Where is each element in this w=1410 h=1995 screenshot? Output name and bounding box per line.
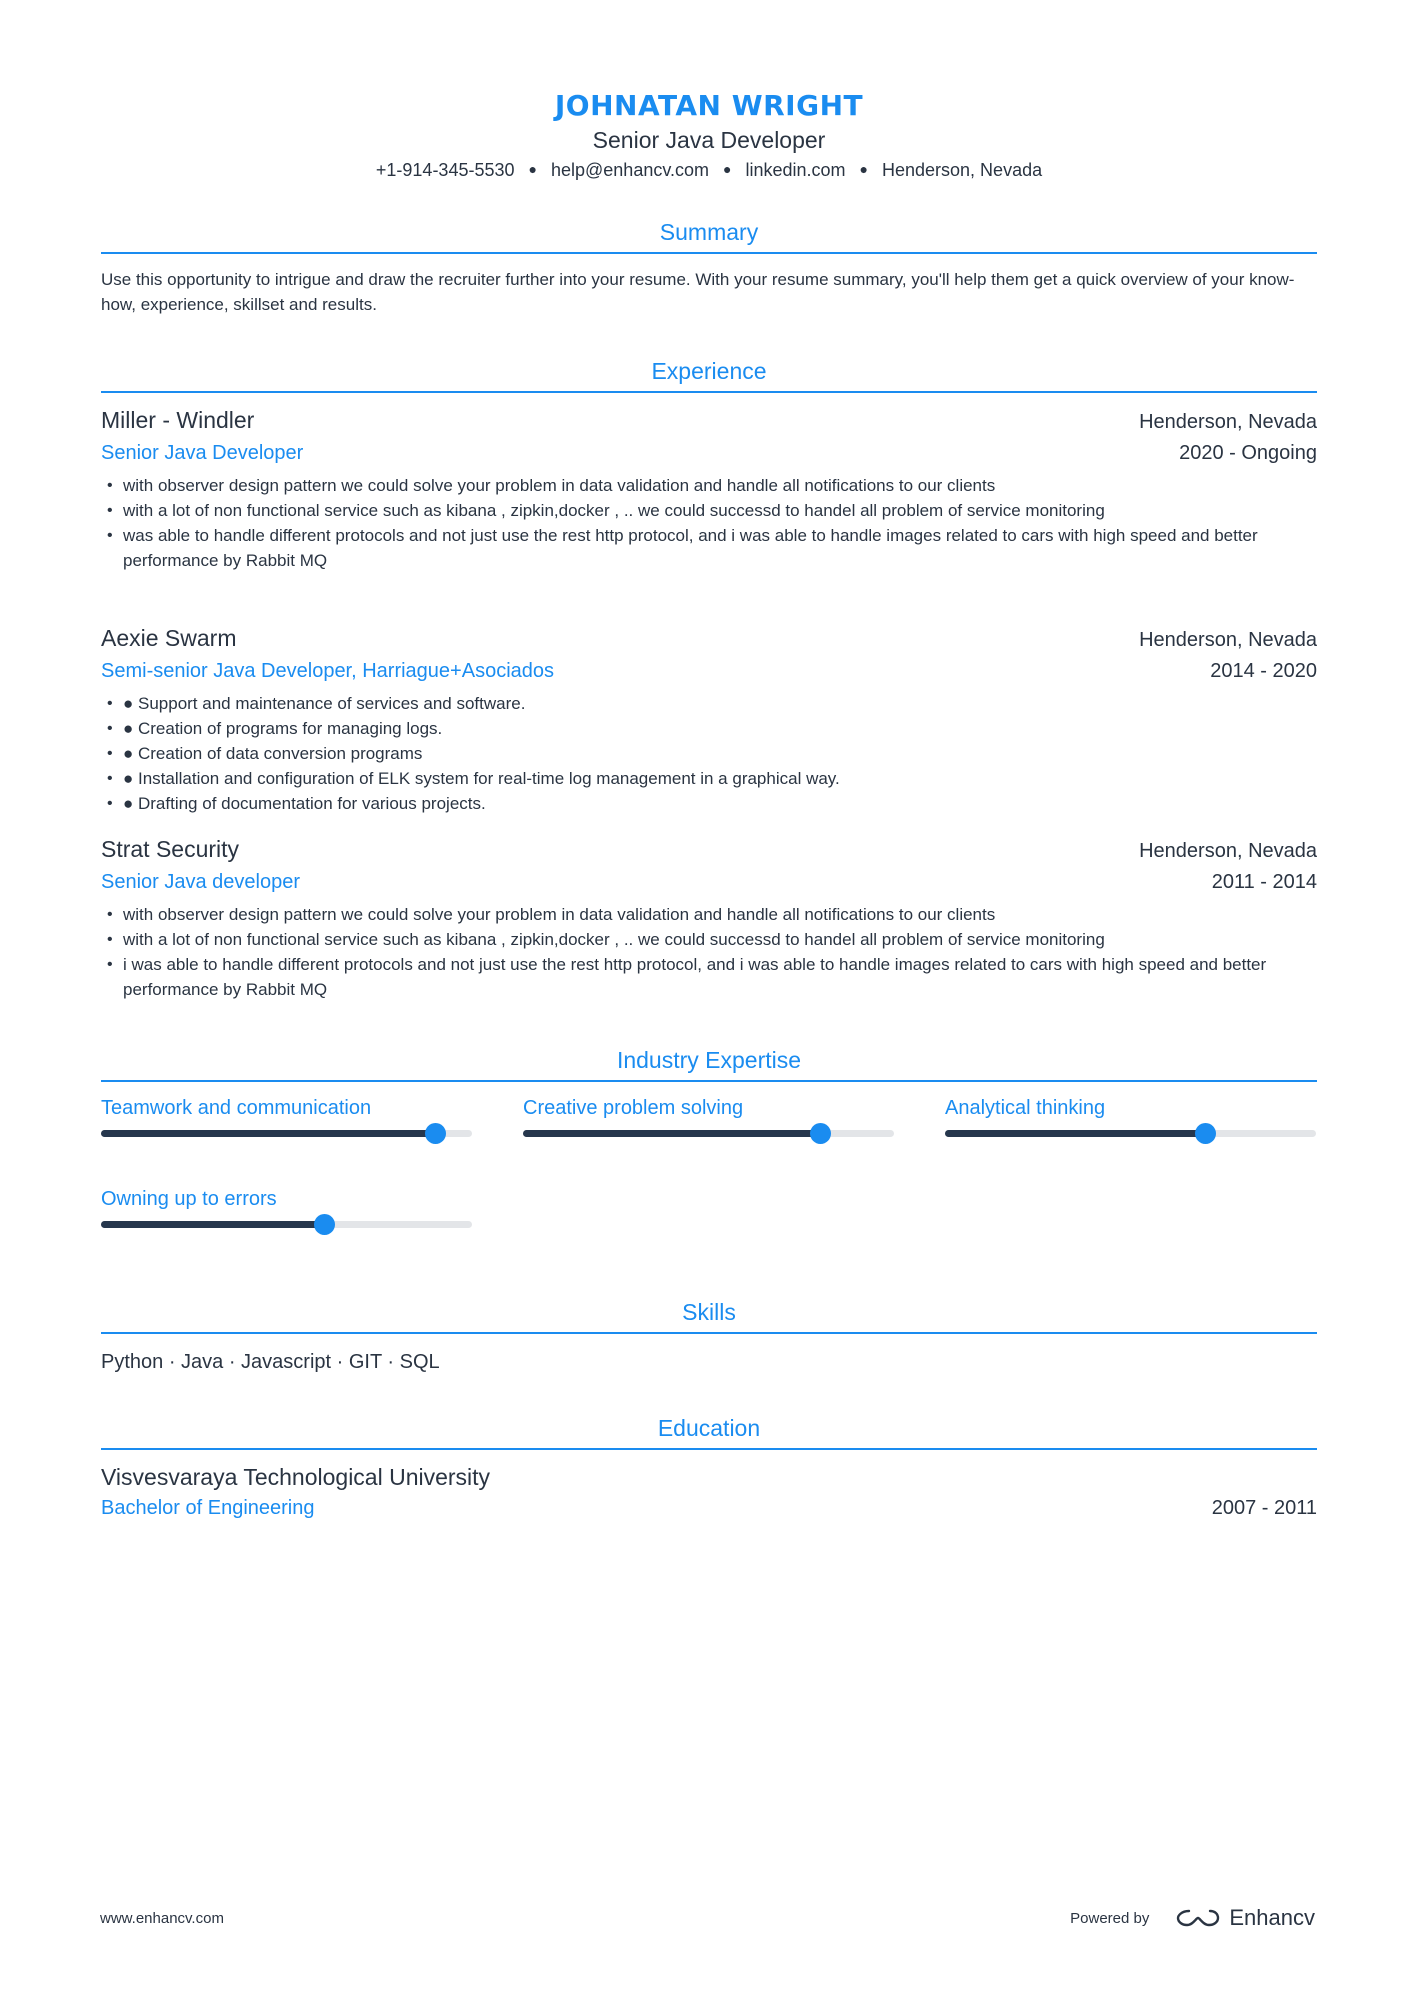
education-dates: 2007 - 2011: [1211, 1497, 1317, 1519]
company-name: Miller - Windler: [101, 407, 255, 433]
expertise-item: [523, 1094, 895, 1185]
expertise-bar-fill: [945, 1130, 1205, 1137]
bullet-item: • ● Drafting of documentation for various projects.: [101, 791, 1317, 816]
expertise-grid: [101, 1094, 1317, 1276]
enhancv-logo-icon: [1175, 1906, 1221, 1930]
footer-url[interactable]: www.enhancv.com: [100, 1909, 224, 1927]
degree: Bachelor of Engineering: [101, 1497, 315, 1519]
expertise-item: [101, 1094, 473, 1185]
job-role: Semi-senior Java Developer, Harriague+Asociados: [101, 660, 555, 682]
bullet-item: • with observer design pattern we could solve your problem in data validation and handle all notifications to our clients: [101, 473, 1317, 498]
expertise-bar: [945, 1130, 1316, 1137]
education-section: [101, 1412, 1317, 1524]
separator-dot: ●: [859, 161, 868, 177]
experience-entry: [101, 623, 1317, 816]
experience-entry: [101, 834, 1317, 1002]
contact-line: [101, 156, 1317, 183]
expertise-item: [101, 1185, 473, 1276]
section-heading: Summary: [101, 216, 1317, 254]
bullet-item: • with a lot of non functional service such as kibana , zipkin,docker , .. we could successd to handel all problem of service monitoring: [101, 927, 1317, 952]
header-location: Henderson, Nevada: [882, 160, 1043, 180]
job-role: Senior Java Developer: [101, 442, 304, 464]
job-dates: 2011 - 2014: [1211, 871, 1317, 893]
expertise-bar-fill: [101, 1221, 324, 1228]
expertise-label: Owning up to errors: [101, 1188, 277, 1210]
candidate-title: Senior Java Developer: [592, 127, 826, 153]
bullet-item: • with observer design pattern we could solve your problem in data validation and handle all notifications to our clients: [101, 902, 1317, 927]
expertise-section: [101, 1044, 1317, 1276]
expertise-label: Analytical thinking: [945, 1097, 1106, 1119]
section-heading: Industry Expertise: [101, 1044, 1317, 1082]
separator-dot: ●: [723, 161, 732, 177]
bullet-item: • ● Support and maintenance of services and software.: [101, 691, 1317, 716]
expertise-bar-knob: [810, 1123, 831, 1144]
brand-name: Enhancv: [1229, 1905, 1315, 1930]
job-location: Henderson, Nevada: [1139, 840, 1317, 862]
expertise-item: [945, 1094, 1317, 1185]
bullet-list: [101, 473, 1317, 573]
expertise-bar: [101, 1130, 472, 1137]
expertise-label: Teamwork and communication: [101, 1097, 372, 1119]
bullet-item: • was able to handle different protocols and not just use the rest http protocol, and i was able to handle images related to cars with high speed and better performance by Rabbit MQ: [101, 523, 1317, 573]
expertise-bar-knob: [1195, 1123, 1216, 1144]
separator-dot: ●: [528, 161, 537, 177]
expertise-bar-knob: [425, 1123, 446, 1144]
job-dates: 2014 - 2020: [1210, 660, 1317, 682]
experience-section: [101, 355, 1317, 1002]
education-entry: [101, 1462, 1317, 1524]
section-heading: Education: [101, 1412, 1317, 1450]
company-name: Strat Security: [101, 836, 240, 862]
summary-section: [101, 216, 1317, 317]
school-name: Visvesvaraya Technological University: [101, 1464, 491, 1490]
skills-list: Python · Java · Javascript · GIT · SQL: [101, 1351, 440, 1373]
job-dates: 2020 - Ongoing: [1179, 442, 1317, 464]
resume-header: [101, 88, 1317, 183]
bullet-list: [101, 902, 1317, 1002]
bullet-item: • ● Creation of programs for managing logs.: [101, 716, 1317, 741]
skills-section: [101, 1296, 1317, 1376]
bullet-item: • i was able to handle different protocols and not just use the rest http protocol, and i was able to handle images related to cars with high speed and better performance by Rabbit MQ: [101, 952, 1317, 1002]
section-heading: Skills: [101, 1296, 1317, 1334]
page-footer: [100, 1905, 1315, 1931]
expertise-label: Creative problem solving: [523, 1097, 744, 1119]
brand-logo[interactable]: [1175, 1905, 1315, 1931]
footer-branding: [1070, 1905, 1315, 1931]
resume-page: [101, 88, 1317, 1524]
company-name: Aexie Swarm: [101, 625, 237, 651]
linkedin[interactable]: linkedin.com: [745, 160, 846, 180]
bullet-item: • with a lot of non functional service such as kibana , zipkin,docker , .. we could successd to handel all problem of service monitoring: [101, 498, 1317, 523]
experience-entry: [101, 405, 1317, 573]
expertise-bar: [523, 1130, 894, 1137]
expertise-bar-knob: [314, 1214, 335, 1235]
candidate-name: JOHNATAN WRIGHT: [554, 89, 864, 122]
phone: +1-914-345-5530: [375, 160, 515, 180]
section-heading: Experience: [101, 355, 1317, 393]
email[interactable]: help@enhancv.com: [550, 160, 710, 180]
powered-by-label: Powered by: [1070, 1909, 1150, 1927]
summary-text: Use this opportunity to intrigue and draw the recruiter further into your resume. With your resume summary, you'll help them get a quick overview of your know-how, experience, skillset and results.: [101, 270, 1295, 314]
bullet-list: [101, 691, 1317, 816]
bullet-item: • ● Creation of data conversion programs: [101, 741, 1317, 766]
job-location: Henderson, Nevada: [1139, 411, 1317, 433]
job-location: Henderson, Nevada: [1139, 629, 1317, 651]
bullet-item: • ● Installation and configuration of ELK system for real-time log management in a graphical way.: [101, 766, 1317, 791]
expertise-bar-fill: [523, 1130, 820, 1137]
job-role: Senior Java developer: [101, 871, 301, 893]
expertise-bar-fill: [101, 1130, 435, 1137]
expertise-bar: [101, 1221, 472, 1228]
